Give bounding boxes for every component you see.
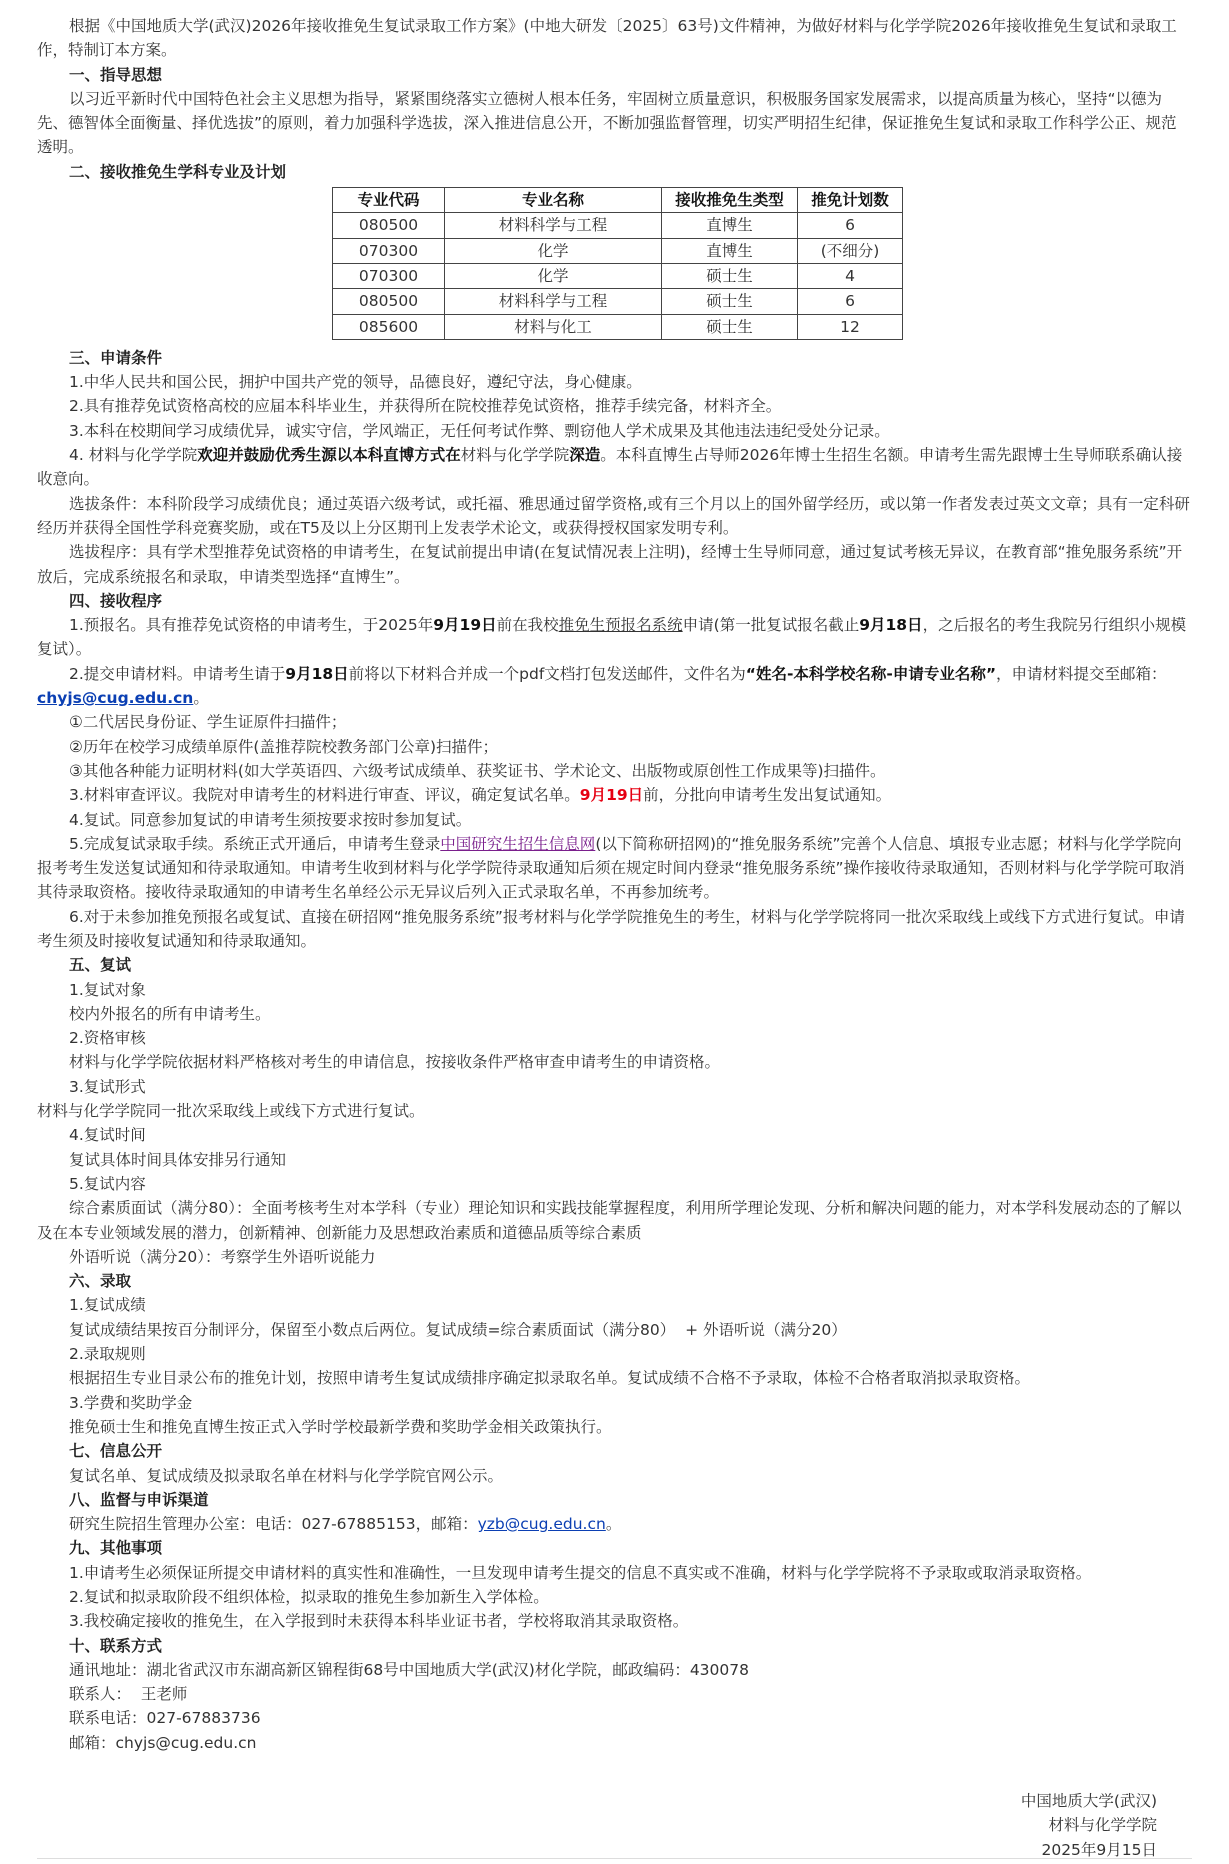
contact-person: 联系人： 王老师	[69, 1685, 188, 1704]
section-heading-2: 二、接收推免生学科专业及计划	[69, 162, 287, 181]
filename-format: “姓名-本科学校名称-申请专业名称”	[745, 664, 997, 683]
procedure-5	[37, 832, 1192, 905]
header-quota: 推免计划数	[798, 188, 903, 213]
deadline-date: 9月18日	[859, 616, 923, 635]
text-part: 申请(第一批复试报名截止	[682, 616, 860, 635]
admission-rule-text: 根据招生专业目录公布的推免计划，按照申请考生复试成绩排序确定拟录取名单。复试成绩不合格不予录取，体检不合格者取消拟录取资格。	[69, 1369, 1031, 1388]
condition-4-part: 材料与化学学院	[460, 446, 570, 465]
cell-quota: 12	[798, 314, 903, 339]
table-row	[333, 314, 903, 339]
procedure-3	[37, 783, 1192, 807]
retest-target-text: 校内外报名的所有申请考生。	[69, 1004, 271, 1023]
deadline-date: 9月19日	[433, 616, 497, 635]
supervision-contact	[37, 1512, 1192, 1536]
cell-type: 硕士生	[662, 263, 798, 288]
header-student-type: 接收推免生类型	[662, 188, 798, 213]
other-item-1: 1.申请考生必须保证所提交申请材料的真实性和准确性，一旦发现申请考生提交的信息不真实或不准确，材料与化学学院将不予录取或取消录取资格。	[69, 1563, 1092, 1582]
text-part: 。	[605, 1515, 622, 1534]
qualification-review-label: 2.资格审核	[69, 1029, 146, 1048]
cell-type: 硕士生	[662, 289, 798, 314]
other-item-2: 2.复试和拟录取阶段不组织体检，拟录取的推免生参加新生入学体检。	[69, 1588, 549, 1606]
condition-4	[37, 443, 1192, 492]
table-row	[333, 289, 903, 314]
admission-rule-label: 2.录取规则	[69, 1345, 146, 1364]
cell-code: 085600	[333, 314, 445, 339]
cell-quota: 6	[798, 213, 903, 238]
section-heading-5: 五、复试	[69, 956, 132, 975]
pre-registration-system-link[interactable]: 推免生预报名系统	[558, 616, 683, 635]
language-content-text: 外语听说（满分20）：考察学生外语听说能力	[69, 1247, 376, 1266]
other-item-3: 3.我校确定接收的推免生，在入学报到时未获得本科毕业证书者，学校将取消其录取资格。	[69, 1612, 689, 1631]
procedure-1	[37, 613, 1192, 662]
cell-type: 直博生	[662, 213, 798, 238]
cell-code: 080500	[333, 289, 445, 314]
contact-email: 邮箱：chyjs@cug.edu.cn	[69, 1733, 257, 1752]
retest-target-label: 1.复试对象	[69, 980, 146, 999]
cell-quota: 6	[798, 289, 903, 314]
text-part: 研究生院招生管理办公室：电话：027-67885153，邮箱：	[69, 1515, 478, 1534]
cell-code: 070300	[333, 263, 445, 288]
cell-type: 直博生	[662, 238, 798, 263]
text-part: 。	[193, 689, 209, 708]
score-label: 1.复试成绩	[69, 1296, 146, 1315]
section-heading-7: 七、信息公开	[69, 1442, 163, 1461]
section-heading-9: 九、其他事项	[69, 1539, 163, 1558]
condition-1: 1.中华人民共和国公民，拥护中国共产党的领导，品德良好，遵纪守法，身心健康。	[69, 373, 642, 392]
section-heading-3: 三、申请条件	[69, 348, 163, 367]
cell-name: 材料与化工	[445, 314, 662, 339]
table-row	[333, 213, 903, 238]
cell-name: 材料科学与工程	[445, 289, 662, 314]
signature-org: 中国地质大学(武汉)	[1020, 1792, 1157, 1810]
procedure-2	[37, 662, 1192, 711]
material-item-2: ②历年在校学习成绩单原件(盖推荐院校教务部门公章)扫描件；	[69, 737, 498, 756]
section-heading-4: 四、接收程序	[69, 591, 163, 610]
text-part: 前将以下材料合并成一个pdf文档打包发送邮件，文件名为	[348, 664, 746, 683]
signature-dept: 材料与化学学院	[1048, 1816, 1157, 1835]
signature-block	[1021, 1789, 1157, 1862]
header-major-name: 专业名称	[445, 188, 662, 213]
info-disclosure-text: 复试名单、复试成绩及拟录取名单在材料与化学学院官网公示。	[69, 1466, 504, 1485]
selection-procedure: 选拔程序：具有学术型推荐免试资格的申请考生，在复试前提出申请(在复试情况表上注明)，经博士生导师同意，通过复试考核无异议，在教育部“推免服务系统”开放后，完成系统报名和录取，申请类型选择“直博生”。	[37, 543, 1183, 586]
table-row	[333, 238, 903, 263]
material-item-1: ①二代居民身份证、学生证原件扫描件；	[69, 713, 347, 732]
cell-name: 化学	[445, 263, 662, 288]
section-heading-10: 十、联系方式	[69, 1636, 163, 1655]
text-part: 2.提交申请材料。申请考生请于	[69, 664, 286, 683]
text-part: 1.预报名。具有推荐免试资格的申请考生，于2025年	[69, 616, 434, 635]
condition-4-part: 4. 材料与化学学院	[69, 446, 198, 465]
guiding-ideology-text: 以习近平新时代中国特色社会主义思想为指导，紧紧围绕落实立德树人根本任务，牢固树立质量意识，积极服务国家发展需求，以提高质量为核心，坚持“以德为先、德智体全面衡量、择优选拔”的原则，着力加强科学选拔，深入推进信息公开，不断加强监督管理，切实严明招生纪律，保证推免生复试和录取工作科学公正、规范透明。	[37, 89, 1177, 157]
text-part: (以下简称研招网)的“推免服务系统”完善个人信息、填报专业志愿；材料与化学学院向报考考生发送复试通知和待录取通知。申请考生收到材料与化学学院待录取通知后须在规定时间内登录“推免服务系统”操作接收待录取通知，否则材料与化学学院可取消其待录取资格。接收待录取通知的申请考生名单经公示无异议后列入正式录取名单，不再参加统考。	[37, 834, 1185, 902]
condition-4-bold: 深造	[569, 446, 601, 465]
document-body	[37, 14, 1192, 1755]
interview-content-text: 综合素质面试（满分80）：全面考核考生对本学科（专业）理论知识和实践技能掌握程度，利用所学理论发现、分析和解决问题的能力，对本学科发展动态的了解以及在本专业领域发展的潜力，创新精神、创新能力及思想政治素质和道德品质等综合素质	[37, 1199, 1182, 1242]
header-major-code: 专业代码	[333, 188, 445, 213]
yanzhao-website-link[interactable]: 中国研究生招生信息网	[440, 834, 596, 853]
text-part: 前，分批向申请考生发出复试通知。	[643, 786, 892, 805]
admission-plan-table	[332, 187, 903, 340]
text-part: 5.完成复试录取手续。系统正式开通后，申请考生登录	[69, 834, 441, 853]
signature-date: 2025年9月15日	[1041, 1840, 1157, 1859]
condition-4-bold: 欢迎并鼓励优秀生源以本科直博方式在	[197, 446, 461, 465]
cell-code: 080500	[333, 213, 445, 238]
contact-address: 通讯地址：湖北省武汉市东湖高新区锦程街68号中国地质大学(武汉)材化学院，邮政编码：430078	[69, 1660, 749, 1679]
retest-time-text: 复试具体时间具体安排另行通知	[69, 1150, 287, 1169]
qualification-review-text: 材料与化学学院依据材料严格核对考生的申请信息，按接收条件严格审查申请考生的申请资格。	[69, 1053, 721, 1072]
bottom-divider	[37, 1858, 1192, 1859]
text-part: ，之后报名的考生我院另行组织小规模复试）。	[37, 616, 1187, 659]
section-heading-6: 六、录取	[69, 1272, 132, 1291]
selection-criteria: 选拔条件：本科阶段学习成绩优良；通过英语六级考试，或托福、雅思通过留学资格,或有三个月以上的国外留学经历，或以第一作者发表过英文文章；具有一定科研经历并获得全国性学科竞赛奖励，或在T5及以上分区期刊上发表学术论文，或获得授权国家发明专利。	[37, 494, 1190, 537]
contact-phone: 联系电话：027-67883736	[69, 1709, 261, 1728]
cell-quota: 4	[798, 263, 903, 288]
cell-name: 材料科学与工程	[445, 213, 662, 238]
section-heading-8: 八、监督与申诉渠道	[69, 1490, 209, 1509]
tuition-label: 3.学费和奖助学金	[69, 1393, 193, 1412]
deadline-date: 9月18日	[285, 664, 349, 683]
retest-time-label: 4.复试时间	[69, 1126, 146, 1145]
deadline-date-red: 9月19日	[579, 786, 644, 805]
text-part: 3.材料审查评议。我院对申请考生的材料进行审查、评议，确定复试名单。	[69, 786, 580, 805]
retest-content-label: 5.复试内容	[69, 1174, 146, 1193]
procedure-6: 6.对于未参加推免预报名或复试、直接在研招网“推免服务系统”报考材料与化学学院推免生的考生，材料与化学学院将同一批次采取线上或线下方式进行复试。申请考生须及时接收复试通知和待录取通知。	[37, 907, 1185, 950]
cell-code: 070300	[333, 238, 445, 263]
intro-paragraph: 根据《中国地质大学(武汉)2026年接收推免生复试录取工作方案》(中地大研发〔2025〕63号)文件精神，为做好材料与化学学院2026年接收推免生复试和录取工作，特制订本方案。	[37, 17, 1177, 60]
text-part: ，申请材料提交至邮箱：	[996, 664, 1167, 683]
tuition-text: 推免硕士生和推免直博生按正式入学时学校最新学费和奖助学金相关政策执行。	[69, 1417, 612, 1436]
supervision-email-link[interactable]: yzb@cug.edu.cn	[477, 1515, 606, 1534]
condition-2: 2.具有推荐免试资格高校的应届本科毕业生，并获得所在院校推荐免试资格，推荐手续完备，材料齐全。	[69, 397, 782, 416]
retest-form-text: 材料与化学学院同一批次采取线上或线下方式进行复试。	[37, 1102, 425, 1121]
table-header-row	[333, 188, 903, 213]
condition-3: 3.本科在校期间学习成绩优异，诚实守信，学风端正，无任何考试作弊、剽窃他人学术成果及其他违法违纪受处分记录。	[69, 421, 890, 440]
submission-email-link[interactable]: chyjs@cug.edu.cn	[37, 689, 194, 708]
cell-name: 化学	[445, 238, 662, 263]
score-text: 复试成绩结果按百分制评分，保留至小数点后两位。复试成绩=综合素质面试（满分80） + 外语听说（满分20）	[69, 1320, 847, 1339]
text-part: 前在我校	[496, 616, 559, 635]
material-item-3: ③其他各种能力证明材料(如大学英语四、六级考试成绩单、获奖证书、学术论文、出版物或原创性工作成果等)扫描件。	[69, 761, 886, 780]
section-heading-1: 一、指导思想	[69, 65, 163, 84]
retest-form-label: 3.复试形式	[69, 1077, 146, 1096]
cell-type: 硕士生	[662, 314, 798, 339]
condition-4-part: 。本科直博生占导师2026年博士生招生名额。申请考生需先跟博士生导师联系确认接收意向。	[37, 446, 1183, 489]
table-row	[333, 263, 903, 288]
cell-quota: (不细分)	[798, 238, 903, 263]
procedure-4: 4.复试。同意参加复试的申请考生须按要求按时参加复试。	[69, 810, 472, 829]
